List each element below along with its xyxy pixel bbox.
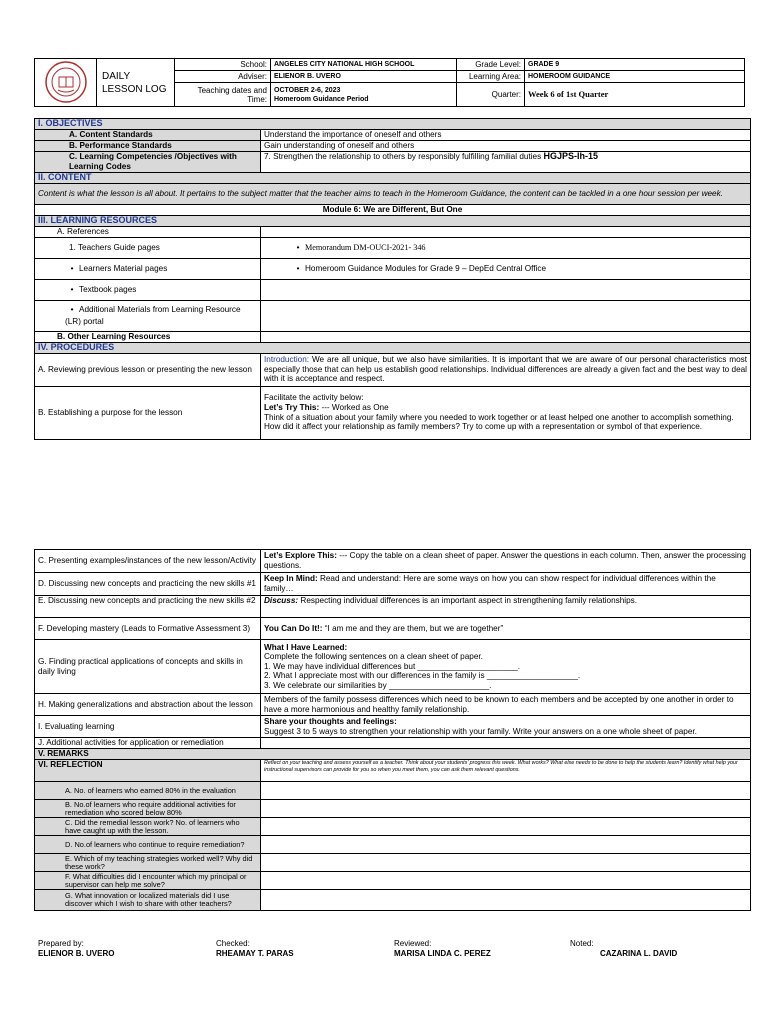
reflection-question: A. No. of learners who earned 80% in the evaluation [35, 782, 261, 800]
bullet-icon: • [70, 264, 74, 274]
procedure-e-value: Respecting individual differences is an important aspect in strengthening family relationships. [298, 596, 638, 605]
prepared-name: ELIENOR B. UVERO [38, 949, 115, 958]
procedure-f-label: F. Developing mastery (Leads to Formative Assessment 3) [35, 618, 261, 640]
checked-name: RHEAMAY T. PARAS [216, 949, 294, 958]
procedure-j-label: J. Additional activities for application or remediation [35, 738, 261, 749]
teachers-guide-label: 1. Teachers Guide pages [35, 238, 261, 259]
module-title: Module 6: We are Different, But One [35, 205, 751, 216]
reflection-question: F. What difficulties did I encounter which my principal or supervisor can help me solve? [35, 872, 261, 890]
competencies-label: C. Learning Competencies /Objectives with Learning Codes [35, 152, 261, 173]
reflection-question: G. What innovation or localized materials did I use discover which I wish to share with other teachers? [35, 890, 261, 911]
share-thoughts-label: Share your thoughts and feelings: [264, 716, 397, 726]
reflection-answer[interactable] [261, 836, 751, 854]
textbook-label: Textbook pages [79, 285, 137, 295]
procedures-heading: IV. PROCEDURES [35, 342, 751, 353]
procedure-b-label: B. Establishing a purpose for the lesson [35, 386, 261, 439]
reflection-answer[interactable] [261, 872, 751, 890]
performance-standards-value: Gain understanding of oneself and others [261, 141, 751, 152]
procedure-i-value: Suggest 3 to 5 ways to strengthen your relationship with your family. Write your answers on a one whole sheet of paper. [264, 726, 697, 736]
learners-material-label: Learners Material pages [79, 264, 168, 274]
keep-in-mind-label: Keep In Mind: [264, 574, 318, 584]
school-label: School: [175, 59, 271, 71]
procedure-c-label: C. Presenting examples/instances of the new lesson/Activity [35, 550, 261, 573]
content-heading: II. CONTENT [35, 173, 751, 184]
grade-value: GRADE 9 [525, 59, 745, 71]
resources-heading: III. LEARNING RESOURCES [35, 216, 751, 227]
procedure-g-line1: Complete the following sentences on a clean sheet of paper. [264, 652, 483, 662]
procedure-e-label: E. Discussing new concepts and practicing the new skills #2 [35, 596, 261, 618]
reflection-question: B. No.of learners who require additional activities for remediation who scored below 80% [35, 800, 261, 818]
checked-block [216, 939, 294, 959]
noted-name: CAZARINA L. DAVID [600, 949, 678, 958]
reviewed-label: Reviewed: [394, 939, 432, 948]
procedure-g-line4: 3. We celebrate our similarities by ______________________. [264, 680, 492, 690]
procedure-i-label: I. Evaluating learning [35, 716, 261, 738]
introduction-label: Introduction: [264, 355, 310, 365]
procedure-b-value: Think of a situation about your family where you needed to work together or at least helped one another to accomplish something. How did it affect your relationship as family members? Try to come up with a representation or symbol of that experience. [264, 412, 734, 432]
reflection-answer[interactable] [261, 818, 751, 836]
procedure-b-line1: Facilitate the activity below: [264, 393, 364, 403]
other-resources-label: B. Other Learning Resources [35, 332, 261, 343]
dates-line2: Homeroom Guidance Period [274, 95, 369, 103]
procedure-f-value: “I am me and they are them, but we are together” [322, 623, 504, 633]
doc-title-line1: DAILY [102, 70, 131, 82]
procedure-h-value: Members of the family possess differences which need to be known to each members and be accepted by one another in order to have a more harmonious and healthy family relationship. [261, 694, 751, 716]
seal-icon [44, 60, 88, 104]
lets-try-title: --- Worked as One [319, 403, 389, 412]
prepared-label: Prepared by: [38, 939, 84, 948]
content-standards-label: A. Content Standards [35, 130, 261, 141]
remarks-heading: V. REMARKS [35, 749, 751, 760]
bullet-icon: • [296, 243, 300, 253]
reviewed-name: MARISA LINDA C. PEREZ [394, 949, 491, 958]
area-label: Learning Area: [457, 71, 525, 83]
reflection-answer[interactable] [261, 890, 751, 911]
adviser-value: ELIENOR B. UVERO [271, 71, 457, 83]
procedure-a-label: A. Reviewing previous lesson or presenting the new lesson [35, 353, 261, 386]
reflection-question: D. No.of learners who continue to require remediation? [35, 836, 261, 854]
adviser-label: Adviser: [175, 71, 271, 83]
procedure-d-value: Read and understand: Here are some ways on how you can show respect for individual differences within the family… [264, 574, 716, 593]
references-label: A. References [35, 227, 261, 238]
bullet-icon: • [70, 285, 74, 295]
header-table [34, 58, 745, 107]
dates-label: Teaching dates and Time: [175, 83, 271, 107]
objectives-heading: I. OBJECTIVES [35, 119, 751, 130]
reflection-answer[interactable] [261, 800, 751, 818]
grade-label: Grade Level: [457, 59, 525, 71]
noted-label: Noted: [570, 939, 594, 948]
doc-title [97, 59, 175, 107]
reflection-heading: VI. REFLECTION [35, 760, 261, 782]
learners-material-value: Homeroom Guidance Modules for Grade 9 – DepEd Central Office [305, 264, 547, 274]
reflection-answer[interactable] [261, 782, 751, 800]
what-i-learned-label: What I Have Learned: [264, 642, 348, 652]
bullet-icon: • [296, 264, 300, 274]
performance-standards-label: B. Performance Standards [35, 141, 261, 152]
procedure-h-label: H. Making generalizations and abstraction about the lesson [35, 694, 261, 716]
lesson-table-page2 [34, 549, 751, 911]
you-can-do-it-label: You Can Do It!: [264, 623, 323, 633]
school-value: ANGELES CITY NATIONAL HIGH SCHOOL [271, 59, 457, 71]
reflection-question: E. Which of my teaching strategies worked well? Why did these work? [35, 854, 261, 872]
quarter-value: Week 6 of 1st Quarter [525, 83, 745, 107]
school-seal [35, 59, 97, 107]
procedure-g-label: G. Finding practical applications of concepts and skills in daily living [35, 640, 261, 694]
competencies-value: 7. Strengthen the relationship to others by responsibly fulfilling familial duties [264, 152, 542, 161]
competency-code: HGJPS-Ih-15 [543, 151, 598, 161]
discuss-label: Discuss: [264, 596, 299, 605]
reflection-instructions: Reflect on your teaching and assess yourself as a teacher. Think about your students’ progress this week. What works? What else needs to be done to help the students learn? Identify what help your instructional supervisors can provide for you so when you meet them, you can ask them relevant questions. [261, 760, 751, 782]
bullet-icon: • [70, 305, 74, 314]
procedure-d-label: D. Discussing new concepts and practicing the new skills #1 [35, 573, 261, 596]
dates-line1: OCTOBER 2-6, 2023 [274, 86, 341, 94]
quarter-label: Quarter: [457, 83, 525, 107]
area-value: HOMEROOM GUIDANCE [525, 71, 745, 83]
reviewed-block [394, 939, 491, 959]
teachers-guide-value: Memorandum DM-OUCI-2021- 346 [305, 243, 426, 253]
lets-try-label: Let’s Try This: [264, 403, 320, 412]
reflection-question: C. Did the remedial lesson work? No. of learners who have caught up with the lesson. [35, 818, 261, 836]
procedure-g-line3: 2. What I appreciate most with our differences in the family is ____________________. [264, 671, 581, 681]
prepared-block [38, 939, 114, 959]
lesson-table-page1 [34, 118, 751, 440]
noted-block [570, 939, 677, 959]
content-standards-value: Understand the importance of oneself and others [261, 130, 751, 141]
lets-explore-label: Let’s Explore This: [264, 551, 337, 561]
procedure-c-value: --- Copy the table on a clean sheet of paper. Answer the questions in each column. Then, answer the processing questions. [264, 551, 746, 570]
checked-label: Checked: [216, 939, 250, 948]
lr-portal-label: Additional Materials from Learning Resource (LR) portal [65, 305, 241, 326]
procedure-a-value: We are all unique, but we also have similarities. It is important that we are aware of our personal characteristics most especially those that can help us establish good relationships. Individual differences are already a given fact and the best way to deal with it is acceptance and respect. [264, 355, 747, 384]
reflection-answer[interactable] [261, 854, 751, 872]
content-description: Content is what the lesson is all about. It pertains to the subject matter that the teacher aims to teach in the Homeroom Guidance, the content can be tackled in a one hour session per week. [35, 184, 751, 205]
doc-title-line2: LESSON LOG [102, 83, 167, 95]
procedure-g-line2: 1. We may have individual differences but ______________________. [264, 661, 520, 671]
